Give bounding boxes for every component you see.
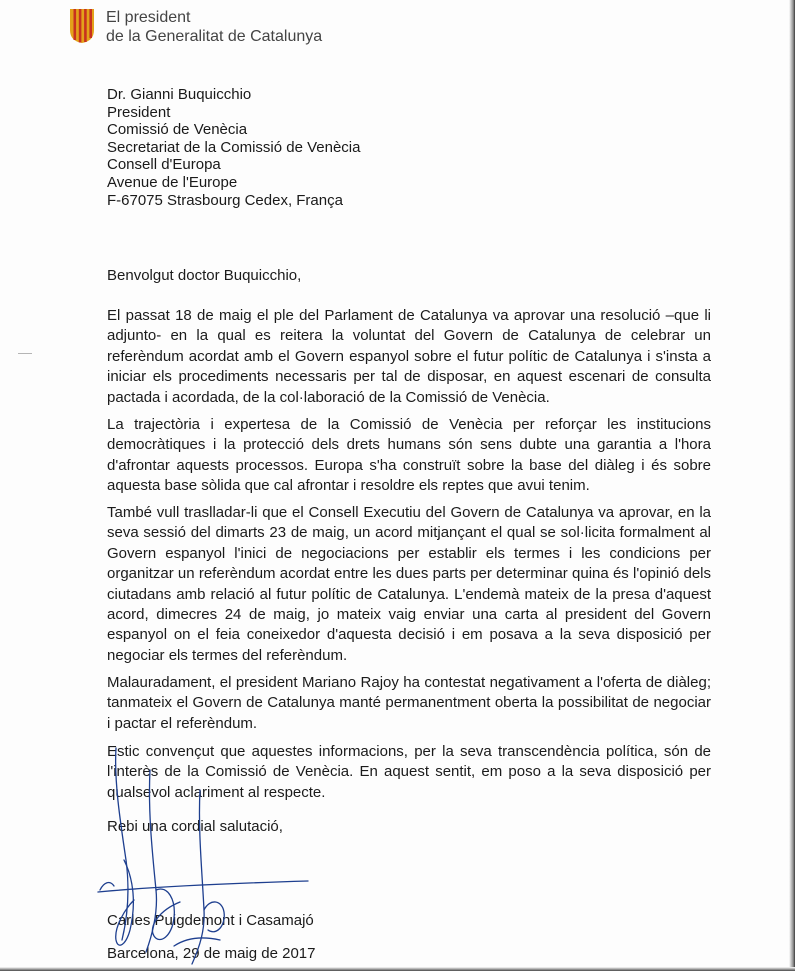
body-paragraph: També vull traslladar-li que el Consell Executiu del Govern de Catalunya va aprovar, en la seva sessió del dimarts 23 de maig, un acord mitjançant el qual se sol·licita formalment al Govern espanyol l'inici de negociacions per establir els termes i les condicions per organitzar un referèndum acordat entre les dues parts per determinar quina és l'opinió dels ciutadans amb relació al futur polític de Catalunya. L'endemà mateix de la presa d'aquest acord, dimecres 24 de maig, jo mateix vaig enviar una carta al president del Govern espanyol on el feia coneixedor d'aquesta decisió i em posava a la seva disposició per negociar els termes del referèndum. [107,504,711,664]
address-line: President [107,103,171,121]
address-line: Dr. Gianni Buquicchio [107,86,252,103]
page-bottom-edge [0,967,795,971]
signer-name: Carles Puigdemont i Casamajó [107,912,314,929]
address-line: Avenue de l'Europe [107,173,238,191]
body-paragraph: Estic convençut que aquestes informacions, per la seva transcendència política, són de l'interès de la Comissió de Venècia. En aquest sentit, em poso a la seva disposició per qualsevol aclariment al respecte. [107,743,711,801]
salutation: Benvolgut doctor Buquicchio, [107,267,302,284]
address-line: F-67075 Strasbourg Cedex, França [107,191,343,209]
body-paragraph: La trajectòria i expertesa de la Comissió de Venècia per reforçar les institucions democràtiques i la protecció dels drets humans són sens dubte una garantia a l'hora d'afrontar aquests processos. Europa s'ha construït sobre la base del diàleg i és sobre aquesta base sòlida que cal afrontar i resoldre els reptes que avui tenim. [107,416,711,495]
place-date: Barcelona, 29 de maig de 2017 [107,945,316,962]
margin-mark [18,353,32,354]
address-line: Secretariat de la Comissió de Venècia [107,138,361,156]
recipient-address [107,86,360,209]
closing-line: Rebi una cordial salutació, [107,818,283,835]
address-line: Consell d'Europa [107,156,221,174]
page-edge-shadow [789,0,795,971]
letterhead-subtitle: de la Generalitat de Catalunya [106,28,323,45]
letterhead-title: El president [106,9,191,26]
body-paragraph: Malauradament, el president Mariano Rajoy ha contestat negativament a l'oferta de diàleg; tanmateix el Govern de Catalunya manté permanentment oberta la possibilitat de negociar i pactar el referèndum. [107,674,711,732]
address-line: Comissió de Venècia [107,121,248,139]
body-paragraph: El passat 18 de maig el ple del Parlament de Catalunya va aprovar una resolució –que li adjunto- en la qual es reitera la voluntat del Govern de Catalunya de celebrar un referèndum acordat amb el Govern espanyol sobre el futur polític de Catalunya i s'insta a iniciar els procediments necessaris per tal de disposar, en aquest escenari de consulta pactada i acordada, de la col·laboració de la Comissió de Venècia. [107,307,711,406]
senyera-logo [68,8,96,44]
